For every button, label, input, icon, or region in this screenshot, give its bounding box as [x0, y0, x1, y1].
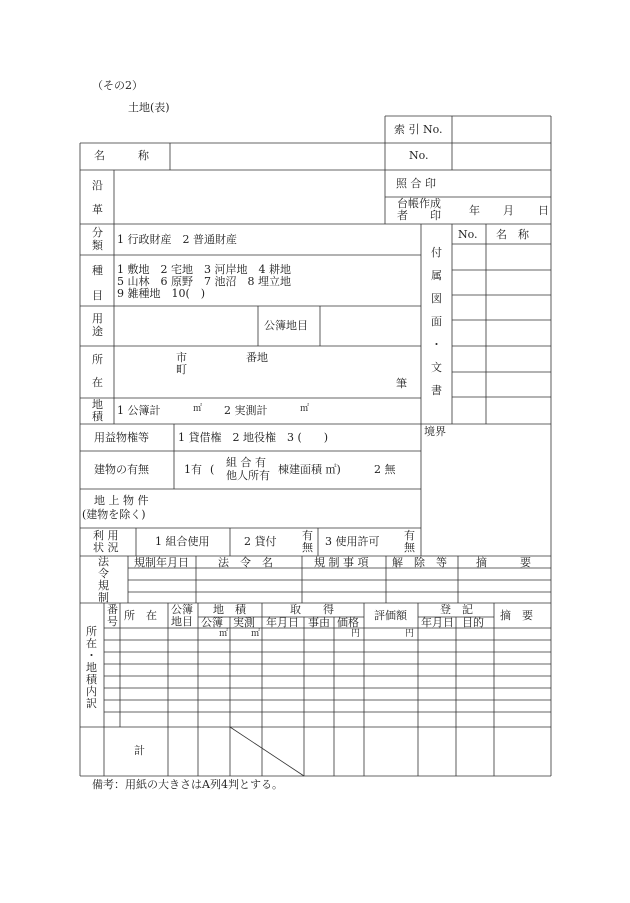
- detail-side-label-4: 地: [86, 661, 97, 674]
- date-month: 月: [503, 204, 514, 217]
- detail-header-note: 摘 要: [500, 609, 533, 622]
- detail-side-label-2: 在: [86, 637, 97, 650]
- detail-header-area: 地 積: [213, 603, 246, 616]
- type-options-line3: 9 雑種地 10( ): [117, 287, 206, 300]
- area-official-total: 1 公簿計: [117, 404, 161, 417]
- date-day: 日: [538, 204, 549, 217]
- utilization-option-3-yes: 有: [404, 529, 415, 542]
- rights-label: 用益物権等: [94, 431, 149, 444]
- detail-header-no-1: 番: [107, 603, 118, 616]
- regulation-label-3: 規: [98, 579, 109, 592]
- type-options-line2: 5 山林 6 原野 7 池沼 8 埋立地: [117, 275, 291, 288]
- detail-header-location: 所 在: [124, 609, 157, 622]
- detail-header-area-survey: 実測: [233, 616, 255, 629]
- classification-options: 1 行政財産 2 普通財産: [117, 233, 237, 246]
- detail-header-reg-purpose: 目的: [462, 616, 484, 629]
- utilization-label-1: 利 用: [93, 529, 119, 542]
- history-label-1: 沿: [92, 179, 103, 192]
- check-seal-label: 照 合 印: [396, 177, 436, 190]
- detail-side-label-1: 所: [86, 625, 97, 638]
- detail-side-label-5: 積: [86, 673, 97, 686]
- building-none: 2 無: [374, 463, 396, 476]
- area-label-1: 地: [92, 398, 103, 411]
- regulation-header-law: 法 令 名: [218, 556, 273, 569]
- use-label-1: 用: [92, 312, 103, 325]
- location-town: 町: [176, 363, 187, 376]
- index-no-label: 索 引 No.: [394, 123, 443, 136]
- form-title: 土地(表): [128, 101, 170, 114]
- detail-side-label-6: 内: [86, 685, 97, 698]
- utilization-option-2-yes: 有: [302, 529, 313, 542]
- attachments-label-4: 面: [431, 315, 442, 328]
- building-cooperative: 組 合 有: [226, 456, 266, 469]
- regulation-label-4: 制: [98, 591, 109, 604]
- detail-total-label: 計: [134, 744, 145, 757]
- boundary-label: 境界: [424, 425, 446, 438]
- detail-header-acq-price: 価格: [337, 616, 359, 629]
- detail-unit-price-yen: 円: [351, 629, 361, 639]
- detail-header-no-2: 号: [107, 615, 118, 628]
- attachments-label-2: 属: [431, 269, 442, 282]
- detail-header-acq-date: 年月日: [266, 616, 299, 629]
- attachments-label-1: 付: [431, 246, 442, 259]
- attachments-label-7: 書: [431, 384, 442, 397]
- regulation-header-item: 規 制 事 項: [314, 556, 369, 569]
- location-lot: 番地: [246, 351, 268, 364]
- history-label-2: 革: [92, 203, 103, 216]
- regulation-label-1: 法: [98, 555, 109, 568]
- location-label-1: 所: [92, 353, 103, 366]
- area-label-2: 積: [92, 410, 103, 423]
- regulation-label-2: 令: [98, 567, 109, 580]
- detail-header-area-official: 公簿: [201, 616, 223, 629]
- footer-note: 備考：用紙の大きさはA列4判とする。: [92, 778, 283, 791]
- type-label-1: 種: [92, 264, 103, 277]
- regulation-header-date: 規制年月日: [134, 556, 189, 569]
- detail-header-value: 評価額: [374, 609, 407, 622]
- attachments-no-header: No.: [458, 228, 478, 241]
- classification-label-1: 分: [92, 226, 103, 239]
- detail-unit-official-m2: ㎡: [219, 629, 229, 639]
- ground-objects-label-2: (建物を除く): [82, 508, 146, 521]
- detail-header-official-2: 地目: [171, 615, 193, 628]
- utilization-option-3-no: 無: [404, 541, 415, 554]
- area-survey-total: 2 実測計: [224, 404, 268, 417]
- area-survey-unit: ㎡: [300, 404, 310, 414]
- ground-objects-label-1: 地 上 物 件: [94, 494, 149, 507]
- location-city: 市: [176, 351, 187, 364]
- building-floor-area: 棟建面積 ㎡): [278, 463, 341, 476]
- type-options-line1: 1 敷地 2 宅地 3 河岸地 4 耕地: [117, 263, 291, 276]
- name-label: 名 称: [94, 149, 149, 162]
- attachments-label-5: ・: [431, 338, 442, 351]
- utilization-option-1: 1 組合使用: [155, 535, 210, 548]
- detail-header-reg-date: 年月日: [421, 616, 454, 629]
- detail-header-acquisition: 取 得: [290, 603, 334, 616]
- attachments-label-3: 図: [431, 292, 442, 305]
- detail-side-label-3: ・: [86, 649, 97, 662]
- detail-header-official-1: 公簿: [171, 603, 193, 616]
- detail-header-acq-reason: 事由: [308, 616, 330, 629]
- rights-options: 1 貸借権 2 地役権 3 ( ): [178, 431, 329, 444]
- attachments-name-header: 名 称: [496, 228, 529, 241]
- detail-header-registration: 登 記: [440, 603, 473, 616]
- location-label-2: 在: [92, 376, 103, 389]
- building-has: 1有: [184, 463, 202, 476]
- building-other-owner: 他人所有: [226, 469, 270, 482]
- utilization-option-2-no: 無: [302, 541, 313, 554]
- utilization-option-3: 3 使用許可: [325, 535, 380, 548]
- part-label: （その2）: [92, 79, 143, 92]
- detail-unit-value-yen: 円: [405, 629, 415, 639]
- location-brush: 筆: [396, 377, 407, 390]
- regulation-header-release: 解 除 等: [392, 556, 447, 569]
- no-label: No.: [409, 149, 429, 162]
- ledger-label-2: 者 印: [397, 209, 441, 222]
- building-label: 建物の有無: [94, 463, 149, 476]
- building-paren: (: [210, 463, 215, 476]
- area-official-unit: ㎡: [193, 404, 203, 414]
- ledger-label-1: 台帳作成: [397, 197, 441, 210]
- use-label-2: 途: [92, 325, 103, 338]
- date-year: 年: [469, 204, 480, 217]
- classification-label-2: 類: [92, 239, 103, 252]
- utilization-label-2: 状 況: [93, 541, 119, 554]
- detail-side-label-7: 訳: [86, 697, 97, 710]
- regulation-header-note: 摘 要: [476, 556, 531, 569]
- detail-unit-survey-m2: ㎡: [251, 629, 261, 639]
- official-land-category-label: 公簿地目: [264, 319, 308, 332]
- attachments-label-6: 文: [431, 361, 442, 374]
- type-label-2: 目: [92, 289, 103, 302]
- utilization-option-2: 2 貸付: [244, 535, 277, 548]
